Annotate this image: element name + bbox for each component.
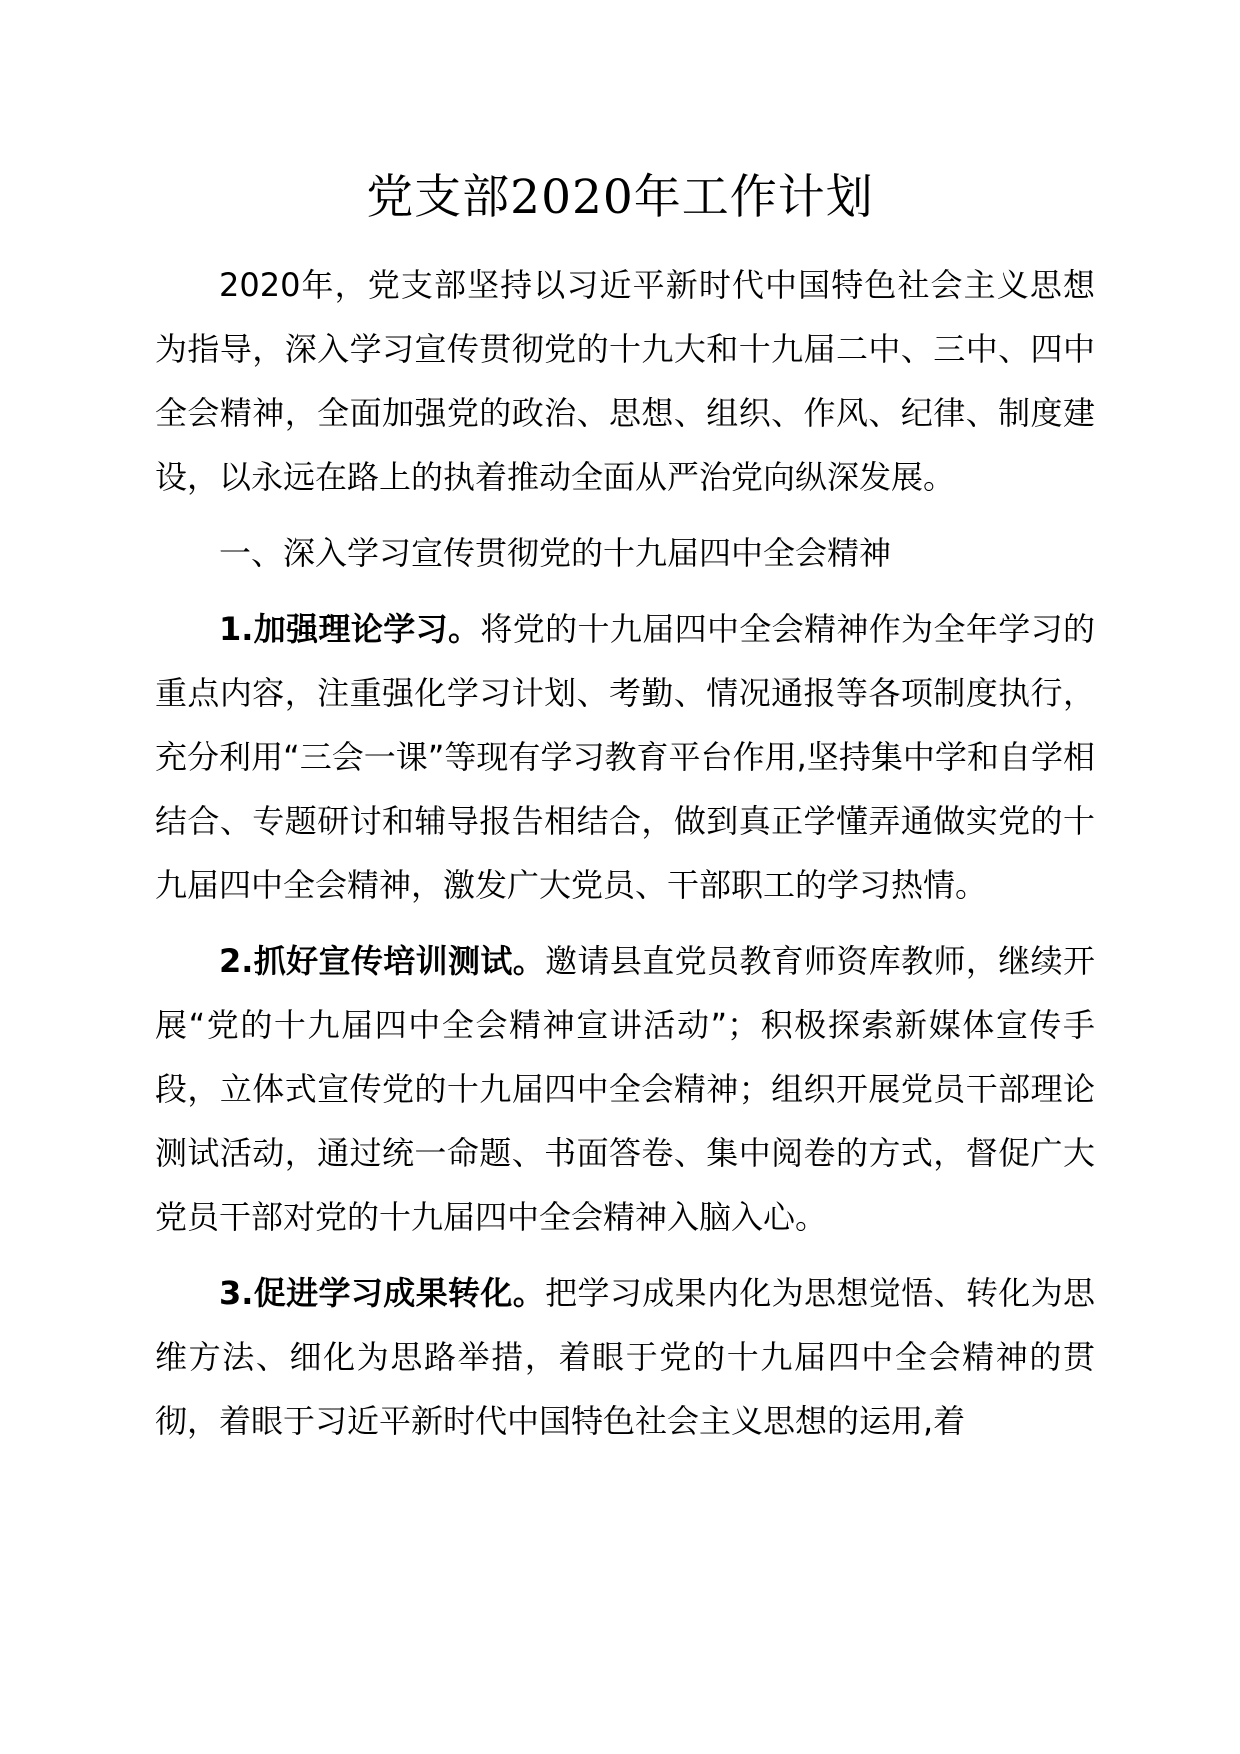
document-title: 党支部2020年工作计划 — [366, 170, 874, 225]
item-lead-1: 1.加强理论学习。 — [219, 610, 481, 648]
intro-paragraph: 2020年，党支部坚持以习近平新时代中国特色社会主义思想为指导，深入学习宣传贯彻党的十九大和十九届二中、三中、四中全会精神，全面加强党的政治、思想、组织、作风、纪律、制度建设，以永远在路上的执着推动全面从严治党向纵深发展。 — [155, 266, 1095, 496]
item-paragraph-1 — [155, 597, 1095, 917]
item-lead-2: 2.抓好宣传培训测试。 — [219, 942, 546, 980]
item-lead-3: 3.促进学习成果转化。 — [219, 1274, 546, 1312]
section-heading: 一、深入学习宣传贯彻党的十九届四中全会精神 — [219, 534, 892, 572]
item-text-1: 将党的十九届四中全会精神作为全年学习的重点内容，注重强化学习计划、考勤、情况通报等各项制度执行，充分利用“三会一课”等现有学习教育平台作用,坚持集中学和自学相结合、专题研讨和辅导报告相结合，做到真正学懂弄通做实党的十九届四中全会精神，激发广大党员、干部职工的学习热情。 — [155, 610, 1095, 904]
item-text-3: 把学习成果内化为思想觉悟、转化为思维方法、细化为思路举措，着眼于党的十九届四中全会精神的贯彻，着眼于习近平新时代中国特色社会主义思想的运用,着 — [155, 1274, 1095, 1440]
item-paragraph-3 — [155, 1261, 1095, 1453]
item-text-2: 邀请县直党员教育师资库教师，继续开展“党的十九届四中全会精神宣讲活动”；积极探索新媒体宣传手段，立体式宣传党的十九届四中全会精神；组织开展党员干部理论测试活动，通过统一命题、书面答卷、集中阅卷的方式，督促广大党员干部对党的十九届四中全会精神入脑入心。 — [155, 942, 1095, 1236]
item-paragraph-2 — [155, 929, 1095, 1249]
document-body — [155, 253, 1095, 1453]
